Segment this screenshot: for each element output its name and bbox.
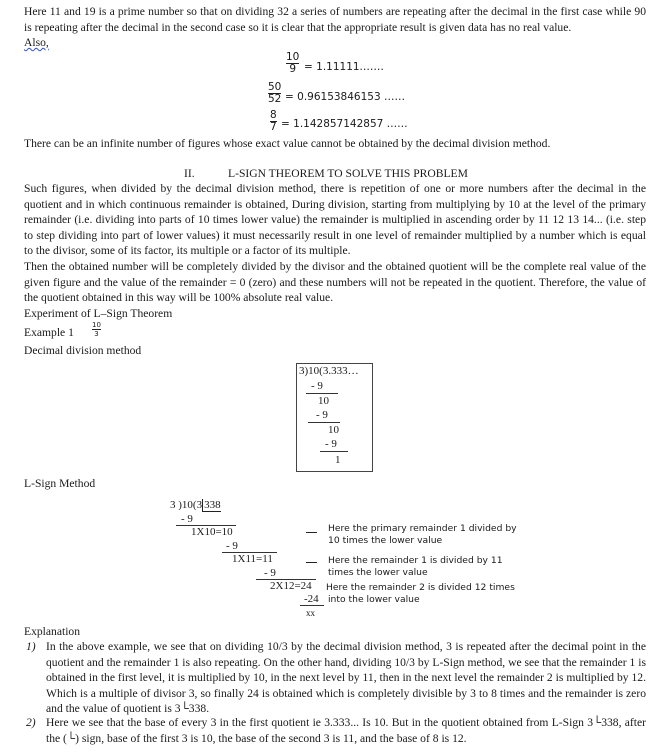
lsign-note: into the lower value [328, 594, 420, 605]
fraction-denominator: 9 [289, 63, 297, 75]
lsign-step: - 9 [226, 540, 238, 552]
fraction-value: = 1.142857142857 …… [281, 118, 408, 130]
also-label: Also, [24, 36, 49, 49]
theorem-paragraph-1: Such figures, when divided by the decimal division method, there is repetition of one or more numbers after the decimal in the quotient and in which continuous remainder is obtained, During division, starting from multiplying by 10 at the level of the primary remainder (i.e. dividing into parts of 10 times lower value) the remainder is multiplied in ascending order by 11 12 13 14... (i.e. step to step dividing into part of lower values) it must necessarily result in one level of remainder multiplied by a number which is equal to the divisor, some of its factor, its multiple or a factor of its multiple. [24, 182, 646, 258]
decimal-step: 10 [328, 424, 339, 436]
fraction-value: = 1.11111.…… [304, 61, 384, 73]
division-rule [308, 422, 340, 423]
example-1-fraction [92, 321, 101, 338]
explanation-text: In the above example, we see that on dividing 10/3 by the decimal division method, 3 is repeated after the decimal point in the quotient and the remainder 1 is also repeating. On the other hand, dividing 10/3 by L-Sign method, we see that the remainder 1 is obtained in the first level, it is multiplied by 10, in the next level by 11, then in the next level the remainder 2 is multiplied by 12. Which is a multiple of divisor 3, so finally 24 is obtained which is completely divisible by 3 to 8 times and the remainder is zero and the value of quotient is 3└338. [46, 640, 646, 716]
fraction-denominator: 52 [268, 93, 282, 105]
lsign-note: 10 times the lower value [328, 535, 443, 546]
section-title: L-SIGN THEOREM TO SOLVE THIS PROBLEM [228, 167, 468, 180]
note-dash [306, 562, 317, 563]
lsign-step: 2X12=24 [270, 580, 312, 592]
list-marker: 2) [26, 716, 36, 729]
decimal-step: 1 [335, 454, 341, 466]
decimal-method-label: Decimal division method [24, 344, 142, 357]
fraction-50-52 [268, 82, 281, 105]
lsign-quotient-box: 338 [204, 499, 221, 511]
lsign-step: - 9 [264, 567, 276, 579]
lsign-step: xx [306, 608, 315, 618]
lsign-header-prefix: 3 )10(3 [170, 499, 203, 511]
division-rule [320, 451, 348, 452]
fraction-numerator: 50 [268, 81, 282, 93]
infinite-figures-text: There can be an infinite number of figures whose exact value cannot be obtained by the decimal division method. [24, 137, 551, 150]
lsign-note: Here the remainder 2 is divided 12 times [326, 582, 515, 593]
experiment-label: Experiment of L–Sign Theorem [24, 307, 173, 320]
explanation-text: Here we see that the base of every 3 in the first quotient ie 3.333... Is 10. But in the quotient obtained from L-Sign 3└338, after the (└) sign, base of the first 3 is 10, the base of the second 3 is 11, and the base of 8 is 12. [46, 716, 646, 745]
explanation-item [24, 639, 646, 717]
lsign-step: - 9 [181, 513, 193, 525]
division-rule [300, 605, 324, 606]
lsign-step: 1X10=10 [191, 526, 233, 538]
section-number: II. [184, 167, 195, 180]
lsign-note: Here the primary remainder 1 divided by [328, 523, 517, 534]
example-1-label: Example 1 [24, 326, 74, 339]
fraction-10-9 [286, 52, 299, 75]
explanation-item [24, 715, 646, 746]
intro-paragraph: Here 11 and 19 is a prime number so that on dividing 32 a series of numbers are repeating after the decimal in the first case while 90 is repeating after the decimal in the second case so it is clear that the appropriate result is given data has no real value. [24, 5, 646, 34]
decimal-step: 10 [318, 395, 329, 407]
lsign-note: Here the remainder 1 is divided by 11 [328, 555, 503, 566]
fraction-numerator: 8 [270, 109, 277, 121]
lsign-header [170, 499, 221, 512]
decimal-division-header: 3)10(3.333… [299, 365, 359, 377]
lsign-step: 1X11=11 [232, 553, 273, 565]
explanation-title: Explanation [24, 625, 81, 638]
fraction-numerator: 10 [92, 321, 101, 329]
list-marker: 1) [26, 640, 36, 653]
fraction-denominator: 7 [270, 121, 277, 133]
lsign-step: -24 [304, 593, 319, 605]
decimal-step: - 9 [325, 438, 337, 450]
fraction-numerator: 10 [286, 51, 300, 63]
decimal-step: - 9 [316, 409, 328, 421]
fraction-value: = 0.96153846153 …… [285, 91, 405, 103]
decimal-step: - 9 [311, 380, 323, 392]
lsign-note: times the lower value [328, 567, 428, 578]
fraction-8-7 [270, 110, 277, 133]
note-dash [306, 532, 317, 533]
lsign-method-label: L-Sign Method [24, 477, 96, 490]
theorem-paragraph-2: Then the obtained number will be completely divided by the divisor and the obtained quotient will be the complete real value of the given figure and the value of the remainder = 0 (zero) and these numbers will not be repeated in the quotient. Therefore, the value of the quotient obtained in this way will be 100% absolute real value. [24, 260, 646, 305]
division-rule [306, 393, 338, 394]
fraction-denominator: 3 [94, 330, 99, 338]
